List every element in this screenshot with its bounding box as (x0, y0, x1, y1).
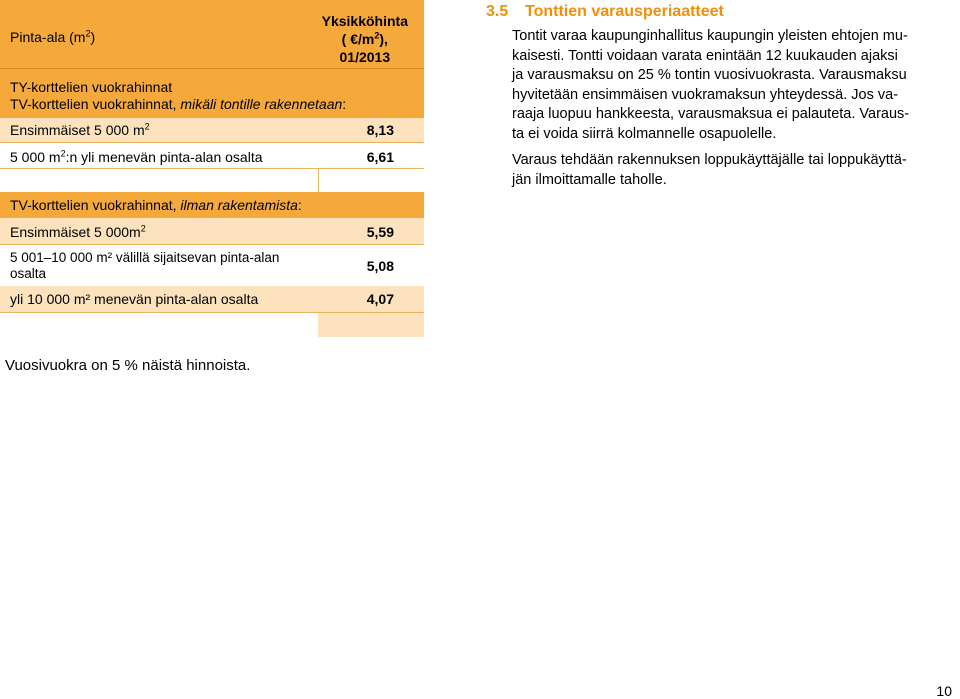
row-label-sup: 2 (60, 148, 66, 159)
section-paragraph-1 (512, 27, 952, 144)
row-label-text: 5 000 m (10, 149, 61, 165)
page-number: 10 (936, 683, 952, 699)
ty-line2-italic: mikäli tontille rakennetaan (180, 96, 343, 112)
price-unit-end: ), (379, 31, 388, 47)
ty-category-label (10, 79, 346, 113)
row-value: 5,08 (366, 258, 394, 274)
price-unit: ( €/m (341, 31, 375, 47)
row-label-sup: 2 (144, 121, 150, 132)
table-row (0, 142, 424, 168)
paragraph-line: jän ilmoittamalle taholle. (512, 171, 667, 188)
paragraph-line: raaja luopuu hankkeesta, varausmaksua ei palauteta. Varaus- (512, 106, 910, 122)
ty-category-row (0, 68, 424, 118)
ty-line2-plain: TV-korttelien vuokrahinnat, (10, 96, 181, 112)
row-label (10, 122, 150, 138)
ty-line1: TY-korttelien vuokrahinnat (10, 79, 173, 95)
ty-line2 (10, 96, 346, 113)
row-label (10, 149, 263, 165)
row-label (10, 224, 146, 240)
section-number: 3.5 (486, 3, 509, 20)
rent-price-table (0, 0, 424, 337)
section-paragraph-2 (512, 151, 952, 190)
row-label-line2: osalta (10, 266, 47, 281)
row-label: yli 10 000 m² menevän pinta-alan osalta (10, 291, 259, 307)
table-row (0, 244, 424, 286)
price-header-line2 (322, 30, 408, 48)
price-header-date: 01/2013 (339, 49, 391, 65)
paragraph-line: Tontit varaa kaupunginhallitus kaupungin yleisten ehtojen mu- (512, 28, 908, 44)
row-label-sup: 2 (140, 223, 146, 234)
area-close: ) (90, 29, 96, 45)
row-value: 8,13 (366, 122, 394, 138)
tv-plain: TV-korttelien vuokrahinnat, (10, 197, 181, 213)
paragraph-line: kaisesti. Tontti voidaan varata enintään 12 kuukauden ajaksi (512, 47, 898, 64)
empty-row (0, 312, 424, 337)
paragraph-line: hyvitetään ensimmäisen vuokramaksun yhteydessä. Jos va- (512, 86, 899, 103)
tv-italic: ilman rakentamista (180, 197, 298, 213)
empty-value-cell (318, 313, 424, 337)
ty-line2-end: : (342, 96, 347, 112)
price-column-header (322, 12, 408, 66)
row-label-rest: :n yli menevän pinta-alan osalta (65, 149, 263, 165)
row-label-line1: 5 001–10 000 m² välillä sijaitsevan pinta-alan (10, 250, 280, 265)
table-footnote: Vuosivuokra on 5 % näistä hinnoista. (5, 357, 251, 374)
tv-category-label (10, 197, 302, 213)
table-row (0, 118, 424, 142)
section-title: Tonttien varausperiaatteet (525, 3, 724, 20)
empty-value-cell (318, 169, 425, 192)
row-value: 5,59 (366, 224, 394, 240)
price-unit-sup: 2 (374, 30, 380, 41)
table-row (0, 286, 424, 312)
area-column-header (10, 29, 95, 45)
tv-end: : (297, 197, 302, 213)
row-value: 4,07 (366, 291, 394, 307)
table-header (0, 0, 424, 68)
row-label-text: Ensimmäiset 5 000m (10, 224, 141, 240)
area-label: Pinta-ala (m (10, 29, 86, 45)
tv-category-row (0, 192, 424, 218)
area-sup: 2 (85, 28, 91, 39)
price-header-line1: Yksikköhinta (321, 13, 408, 29)
table-row (0, 218, 424, 244)
row-label (10, 250, 279, 282)
paragraph-line: ja varausmaksu on 25 % tontin vuosivuokrasta. Varausmaksu (512, 67, 907, 83)
row-value: 6,61 (366, 149, 394, 165)
row-label-text: Ensimmäiset 5 000 m (10, 122, 145, 138)
empty-row (0, 168, 424, 192)
paragraph-line: ta ei voida siirrä kolmannelle osapuolelle. (512, 125, 777, 142)
paragraph-line: Varaus tehdään rakennuksen loppukäyttäjälle tai loppukäyttä- (512, 152, 907, 168)
